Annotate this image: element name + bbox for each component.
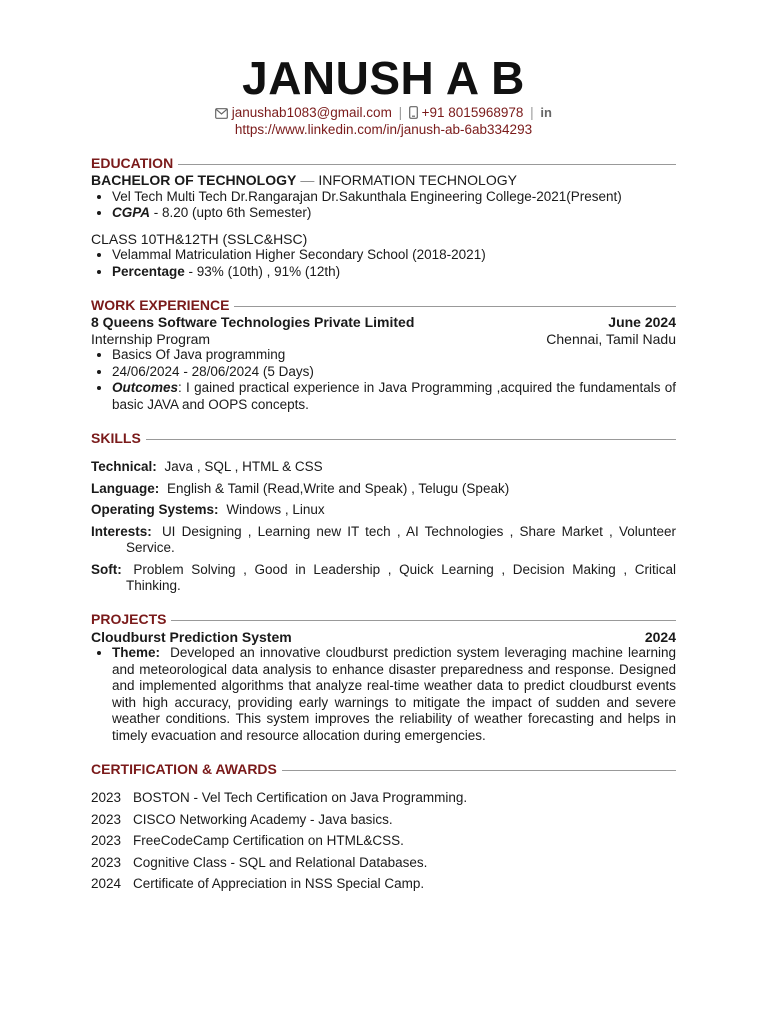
project-details (91, 645, 676, 744)
college-name: Vel Tech Multi Tech Dr.Rangarajan Dr.Sakunthala Engineering College-2021(Present) (112, 188, 622, 204)
section-header (91, 429, 676, 447)
list-item (91, 812, 676, 834)
school-heading: CLASS 10TH&12TH (SSLC&HSC) (91, 230, 308, 247)
list-item (91, 790, 676, 812)
skill-value: English & Tamil (Read,Write and Speak) , Telugu (Speak) (167, 480, 510, 496)
list-item: • 24/06/2024 - 28/06/2024 (5 Days) (112, 364, 676, 381)
cgpa-value: - 8.20 (upto 6th Semester) (150, 205, 312, 220)
section-header (91, 296, 676, 314)
skill-value: Problem Solving , Good in Leadership , Quick Learning , Decision Making , Critical Thinking. (126, 561, 676, 593)
experience-bullets (91, 347, 676, 413)
school-details (91, 247, 676, 280)
theme-label: Theme: (112, 645, 161, 660)
linkedin-icon[interactable]: in (540, 105, 552, 120)
contact-line (91, 104, 676, 138)
separator: | (398, 105, 403, 120)
job-role: Internship Program (91, 330, 211, 347)
cert-year: 2023 (91, 790, 122, 805)
certifications-section (91, 760, 676, 898)
outcomes-label: Outcomes (112, 380, 179, 395)
section-header (91, 154, 676, 172)
cert-text: Certificate of Appreciation in NSS Special Camp. (133, 876, 425, 891)
list-item (112, 645, 676, 744)
phone-icon (409, 105, 418, 120)
skill-row (91, 524, 676, 557)
list-item: • Basics Of Java programming (112, 347, 676, 364)
section-divider (178, 164, 676, 165)
project-year: 2024 (644, 628, 676, 645)
section-title: SKILLS (91, 429, 141, 446)
cgpa-label: CGPA (112, 205, 151, 220)
section-title: PROJECTS (91, 611, 167, 628)
degree-details (91, 189, 676, 222)
role-row (91, 331, 676, 348)
skill-row (91, 459, 676, 476)
skill-value: UI Designing , Learning new IT tech , AI Technologies , Share Market , Volunteer Service. (126, 523, 676, 555)
cert-text: CISCO Networking Academy - Java basics. (133, 811, 393, 827)
section-divider (282, 770, 676, 771)
skill-value: Windows , Linux (226, 502, 325, 517)
resume-page (91, 52, 676, 898)
job-location: Chennai, Tamil Nadu (546, 330, 676, 347)
company-row (91, 314, 676, 331)
project-row (91, 629, 676, 646)
outcomes-text: : I gained practical experience in Java Programming ,acquired the fundamentals of basic JAVA and OOPS concepts. (112, 380, 676, 412)
section-divider (234, 306, 676, 307)
cert-text: FreeCodeCamp Certification on HTML&CSS. (133, 833, 404, 848)
phone-number: +91 8015968978 (421, 105, 524, 120)
list-item (112, 189, 676, 206)
list-item (112, 380, 676, 413)
projects-section (91, 611, 676, 745)
school-name: Velammal Matriculation Higher Secondary School (2018-2021) (112, 247, 486, 262)
skill-label: Language: (91, 480, 160, 496)
list-item (112, 264, 676, 281)
list-item (91, 876, 676, 898)
dash: — (300, 172, 315, 188)
skills-section (91, 429, 676, 595)
list-item (112, 247, 676, 264)
email-icon (215, 105, 228, 120)
degree-line (91, 172, 676, 189)
cert-text: Cognitive Class - SQL and Relational Databases. (133, 854, 428, 870)
project-name: Cloudburst Prediction System (91, 628, 292, 645)
separator: | (530, 105, 534, 120)
company-name: 8 Queens Software Technologies Private Limited (91, 314, 415, 330)
theme-text: Developed an innovative cloudburst prediction system leveraging machine learning and meteorological data analysis to enhance disaster preparedness and response. Designed and implemented algorithms that analyze real-time weather data to predict cloudburst events with high accuracy, providing early warnings to mitigate the impact of sudden and severe weather conditions. This system improves the reliability of weather forecasting and helps in timely evacuation and resource allocation during emergencies. (112, 645, 676, 743)
linkedin-url[interactable]: https://www.linkedin.com/in/janush-ab-6ab334293 (234, 122, 533, 137)
section-header (91, 760, 676, 778)
section-header (91, 611, 676, 629)
skill-label: Soft: (91, 561, 122, 577)
skill-row (91, 502, 676, 519)
degree-field: INFORMATION TECHNOLOGY (318, 172, 517, 188)
section-divider (171, 620, 676, 621)
section-title: EDUCATION (91, 154, 174, 171)
percentage-label: Percentage (112, 263, 185, 279)
skill-label: Technical: (91, 459, 157, 474)
section-divider (146, 439, 676, 440)
email-link[interactable]: janushab1083@gmail.com (231, 105, 392, 120)
section-title: CERTIFICATION & AWARDS (91, 760, 277, 777)
skill-row (91, 562, 676, 595)
cert-year: 2023 (91, 833, 122, 848)
candidate-name: JANUSH A B (242, 52, 525, 104)
list-item (91, 855, 676, 877)
skill-label: Interests: (91, 523, 152, 539)
skill-label: Operating Systems: (91, 502, 219, 517)
list-item (91, 833, 676, 855)
cert-year: 2023 (91, 811, 122, 827)
percentage-value: - 93% (10th) , 91% (12th) (184, 263, 341, 279)
degree: BACHELOR OF TECHNOLOGY (91, 172, 297, 188)
job-date: June 2024 (608, 314, 676, 330)
cert-year: 2023 (91, 854, 122, 870)
experience-section (91, 296, 676, 413)
list-item (112, 205, 676, 222)
certification-list (91, 790, 676, 898)
cert-year: 2024 (91, 876, 122, 891)
skills-list (91, 459, 676, 595)
cert-text: BOSTON - Vel Tech Certification on Java Programming. (133, 790, 468, 805)
skill-value: Java , SQL , HTML & CSS (164, 459, 323, 474)
education-section (91, 154, 676, 280)
skill-row (91, 481, 676, 498)
section-title: WORK EXPERIENCE (91, 296, 230, 313)
